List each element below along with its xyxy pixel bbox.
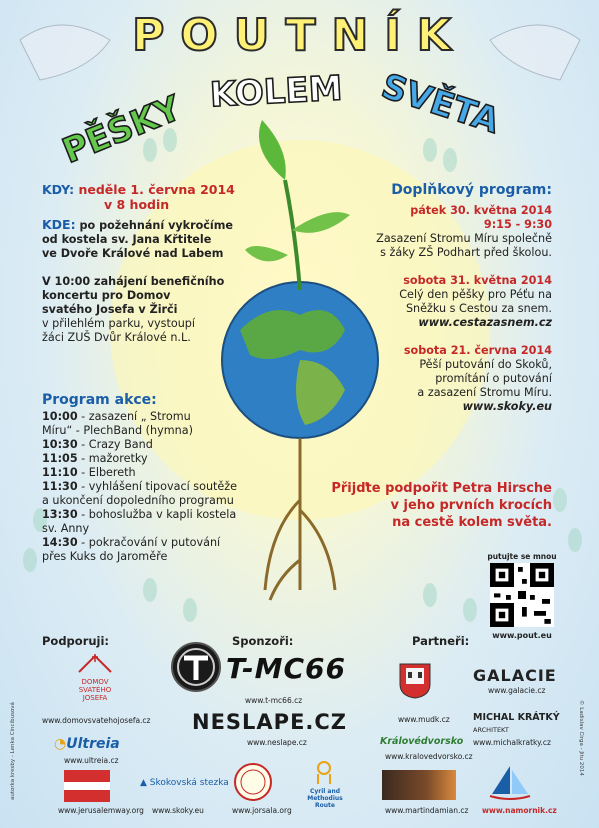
kratky-name: MICHAL KRÁTKÝ	[473, 712, 560, 723]
credit-left: autorka kresby - Lenka Cincibusová	[10, 702, 16, 800]
domov-url[interactable]: www.domovsvatehojosefa.cz	[42, 716, 151, 725]
cyril-l1: Cyril and Methodius	[307, 788, 343, 802]
call-line3: na cestě kolem světa.	[392, 515, 552, 530]
concert-line5: žáci ZUŠ Dvůr Králové n.L.	[42, 331, 191, 344]
extra-3-line2: promítání o putování	[435, 372, 552, 385]
subtitle-word-1: PĚŠKY	[57, 88, 187, 172]
extra-2-url[interactable]: www.cestazasnem.cz	[418, 316, 552, 329]
extra-1-date: pátek 30. května 2014	[410, 204, 552, 217]
galacie-url[interactable]: www.galacie.cz	[488, 686, 546, 695]
concert-line4: v přilehlém parku, vystoupí	[42, 317, 196, 330]
qr-label: putujte se mnou	[487, 552, 557, 561]
concert-line1: V 10:00 zahájení benefičního	[42, 275, 225, 288]
program-text: a ukončení dopoledního programu	[42, 494, 234, 507]
extra-3-url[interactable]: www.skoky.eu	[462, 400, 552, 413]
program	[42, 392, 257, 564]
where-label: KDE:	[42, 217, 76, 232]
program-text: - Elbereth	[77, 466, 136, 479]
tmc-name: T-MC66	[226, 652, 346, 685]
when-label: KDY:	[42, 182, 75, 197]
program-row	[42, 466, 257, 480]
jerusalem-url[interactable]: www.jerusalemway.org	[58, 806, 144, 815]
when-time: v 8 hodin	[104, 197, 170, 212]
program-text: - vyhlášení tipovací soutěže	[77, 480, 238, 493]
extra-3-date: sobota 21. června 2014	[403, 344, 552, 357]
domov-l2: SVATÉHO	[78, 686, 112, 694]
program-row	[42, 494, 257, 508]
program-time: 11:10	[42, 466, 78, 479]
tmc-circle-icon	[168, 640, 224, 694]
mudk-crest-icon[interactable]	[398, 662, 432, 700]
ultreia-url[interactable]: www.ultreia.cz	[64, 756, 119, 765]
domov-l3: JOSEFA	[82, 694, 108, 702]
program-text: - zasazení „ Stromu	[77, 410, 191, 423]
where-line1: po požehnání vykročíme	[79, 219, 234, 232]
extra-2-date: sobota 31. května 2014	[403, 274, 552, 287]
program-text: přes Kuks do Jaroměře	[42, 550, 168, 563]
call-to-action	[290, 480, 552, 531]
program-row	[42, 536, 257, 550]
ultreia-name: Ultreia	[66, 736, 120, 752]
logo-domov[interactable]	[60, 652, 130, 702]
extra-2-line2: Sněžku s Cestou za snem.	[405, 302, 552, 315]
extra-2-line1: Celý den pěšky pro Péťu na	[399, 288, 552, 301]
program-heading: Program akce:	[42, 392, 157, 408]
support-heading: Podporuji:	[42, 634, 110, 648]
extra-1-time: 9:15 - 9:30	[483, 218, 552, 231]
program-text: - mažoretky	[77, 452, 148, 465]
cyril-logo[interactable]	[297, 788, 353, 809]
program-text: - Crazy Band	[77, 438, 153, 451]
kralovedvorsko-logo[interactable]: Královédvorsko	[380, 736, 464, 747]
program-time: 13:30	[42, 508, 78, 521]
sponsors-heading: Sponzoři:	[232, 634, 294, 648]
program-text: Míru“ - PlechBand (hymna)	[42, 424, 193, 437]
subtitle	[57, 66, 530, 180]
extra-3-line1: Pěší putování do Skoků,	[419, 358, 552, 371]
main-title: POUTNÍK	[132, 10, 467, 61]
skokovska-name: Skokovská stezka	[149, 778, 229, 788]
skokovska-url[interactable]: www.skoky.eu	[152, 806, 204, 815]
where-line2: od kostela sv. Jana Křtitele	[42, 233, 212, 246]
program-row	[42, 410, 257, 424]
program-row	[42, 480, 257, 494]
program-time: 11:05	[42, 452, 78, 465]
extra-1-line1: Zasazení Stromu Míru společně	[376, 232, 552, 245]
when-date: neděle 1. června 2014	[78, 182, 235, 197]
logo-tmc66[interactable]	[168, 640, 363, 694]
qr-code-icon[interactable]	[490, 563, 554, 627]
jerusalem-way-icon[interactable]	[64, 770, 110, 802]
partners-heading: Partneři:	[412, 634, 470, 648]
neslape-logo[interactable]: NESLAPE.CZ	[192, 710, 348, 734]
program-time: 11:30	[42, 480, 78, 493]
program-time: 14:30	[42, 536, 78, 549]
qr-url[interactable]: www.pout.eu	[492, 631, 552, 640]
kratky-url[interactable]: www.michalkratky.cz	[473, 738, 551, 747]
sailboat-icon[interactable]	[488, 764, 532, 802]
event-info	[42, 182, 257, 345]
extra-3-line3: a zasazení Stromu Míru.	[417, 386, 552, 399]
kralovedvorsko-url[interactable]: www.kralovedvorsko.cz	[385, 752, 473, 761]
domov-l1: DOMOV	[81, 678, 109, 686]
program-text: sv. Anny	[42, 522, 90, 535]
ultreia-shell-icon: ◔	[54, 736, 67, 752]
galacie-logo[interactable]: GALACIE	[473, 666, 557, 685]
extra-1-line2: s žáky ZŠ Podhart před školou.	[380, 246, 552, 259]
program-time: 10:00	[42, 410, 78, 423]
program-list	[42, 410, 257, 564]
jorsala-url[interactable]: www.jorsala.org	[232, 806, 292, 815]
program-text: - pokračování v putování	[77, 536, 221, 549]
program-time: 10:30	[42, 438, 78, 451]
house-icon	[75, 652, 115, 674]
program-row	[42, 522, 257, 536]
where-line3: ve Dvoře Králové nad Labem	[42, 247, 224, 260]
program-row	[42, 438, 257, 452]
neslape-url[interactable]: www.neslape.cz	[247, 738, 307, 747]
call-line1: Přijďte podpořit Petra Hirsche	[331, 481, 552, 496]
kratky-role: ARCHITEKT	[473, 726, 509, 734]
concert-line3: svatého Josefa v Žirči	[42, 303, 178, 316]
cyril-methodius-icon	[312, 760, 336, 786]
program-row	[42, 424, 257, 438]
call-line2: v jeho prvních krocích	[390, 498, 552, 513]
martindamian-logo[interactable]	[382, 770, 456, 800]
extra-program	[330, 182, 552, 414]
mudk-url[interactable]: www.mudk.cz	[398, 715, 450, 724]
tmc-url[interactable]: www.t-mc66.cz	[245, 696, 303, 705]
cyril-l2: Route	[315, 802, 335, 809]
jorsala-seal-icon[interactable]	[233, 762, 273, 802]
ultreia-logo[interactable]	[54, 736, 120, 752]
program-row	[42, 550, 257, 564]
program-text: - bohoslužba v kapli kostela	[77, 508, 237, 521]
skokovska-icon: ▲	[140, 778, 147, 788]
extra-heading: Doplňkový program:	[391, 182, 552, 198]
namornik-url[interactable]: www.namornik.cz	[482, 806, 557, 815]
concert-line2: koncertu pro Domov	[42, 289, 171, 302]
subtitle-word-2: KOLEM	[209, 68, 344, 116]
subtitle-word-3: SVĚTA	[376, 66, 505, 142]
program-row	[42, 452, 257, 466]
program-row	[42, 508, 257, 522]
qr-block	[482, 552, 562, 640]
credit-right: © Ladislav Cirga - Jitu 2014	[578, 700, 584, 776]
skokovska-logo[interactable]	[140, 778, 229, 788]
martindamian-url[interactable]: www.martindamian.cz	[385, 806, 469, 815]
